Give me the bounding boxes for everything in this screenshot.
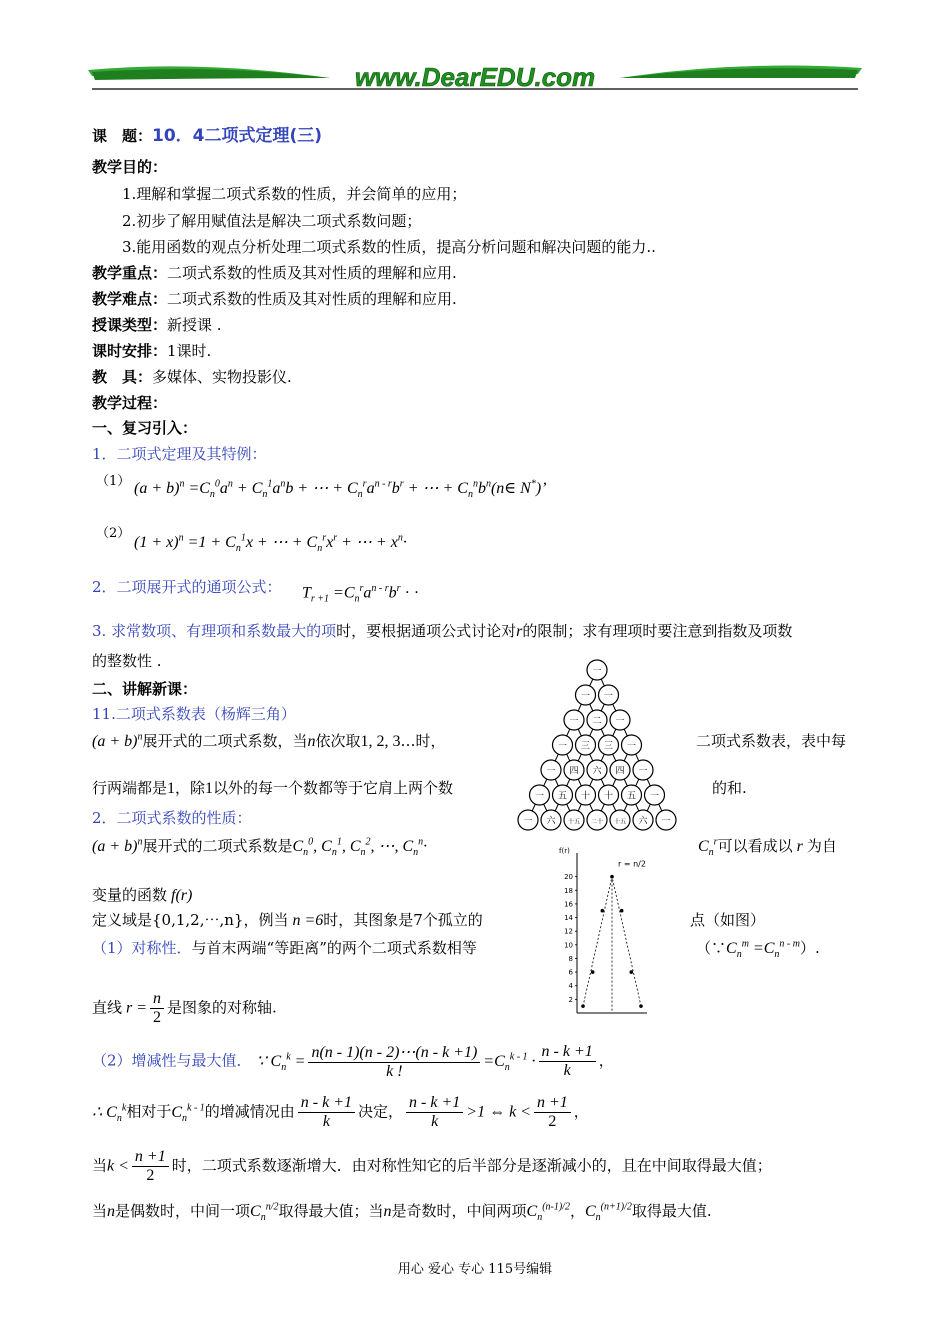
domain-line: 定义域是{0,1,2,⋯,n}，例当 n =6时，其图象是7个孤立的 [92,911,483,929]
meta-tools: 教 具：多媒体、实物投影仪. [92,368,292,386]
pascal-node-label: 十 [580,791,591,802]
pascal-node-label: 十五 [613,818,627,826]
y-tick-label: 14 [564,914,573,923]
pascal-node-label: 一 [592,666,602,677]
properties-heading: 2．二项式系数的性质： [92,809,252,827]
pascal-node-label: 一 [615,716,625,727]
data-point [620,909,624,913]
coefficients-line-right: $C_n^r$可以看成以 r 为自 [698,836,837,859]
pascal-node-label: 五 [626,791,637,802]
y-tick-label: 16 [564,900,573,909]
data-point [639,1004,643,1008]
goal-item-1: 1.理解和掌握二项式系数的性质，并会简单的应用； [122,185,467,203]
right-swoosh-shade [620,68,858,78]
pascal-node-label: 三 [580,741,591,752]
general-term-formula: $T_{r +1} =C_n^ra^{n - r}b^r$ · · [302,583,420,605]
pascal-node-label: 一 [649,791,660,802]
pascal-node-label: 一 [661,816,671,827]
pascal-triangle-diagram [505,657,690,842]
pascal-node-label: 四 [569,766,579,777]
goal-item-3: 3.能用函数的观点分析处理二项式系数的性质，提高分析问题和解决问题的能力.. [122,238,656,256]
formula1-label: （1） [96,474,131,489]
data-point [610,875,614,879]
pascal-paragraph-line2-right: 的和. [712,779,747,797]
y-axis-label: f(r) [559,847,570,855]
monotonicity-condition-line: ∴ $C_n^k$相对于$C_n^{k - 1}$的增减情况由 $\frac{n - k +1}{k}$ 决定， $\frac{n - k +1}{k}$ >1 ⇔ k < $\frac{n +1}{2}$ ， [92,1094,589,1130]
y-tick-label: 18 [564,886,573,895]
pascal-node-label: 二十 [590,818,604,826]
meta-type: 授课类型：新授课 . [92,316,222,334]
pascal-table-heading: 11.二项式系数表（杨辉三角） [92,705,296,723]
header-banner [0,58,950,98]
symmetry-annotation: r = n/2 [618,859,646,869]
data-point [630,970,634,974]
data-point [601,909,605,913]
binomial-coefficient-chart [555,843,660,1028]
right-guide [612,877,641,1007]
special-case-formula: $(1 + x)^n =1 + C_n^1x$ + ⋯ + $C_n^rx^r$ + ⋯ + $x^n\cdot$ [134,532,407,555]
pascal-node-label: 一 [638,766,648,777]
function-line: 变量的函数 f(r) [92,886,193,904]
y-tick-label: 2 [568,995,573,1004]
site-logo-text: www.DearEDU.com [354,62,596,92]
pascal-node-label: 三 [603,741,614,752]
pascal-node-label: 一 [580,691,591,702]
data-point [591,970,595,974]
pascal-node-label: 一 [534,791,545,802]
y-tick-label: 8 [568,954,573,963]
pascal-node-label: 六 [546,816,556,827]
y-tick-label: 10 [564,941,573,950]
pascal-node-label: 一 [603,691,614,702]
pascal-paragraph-line2: 行两端都是1，除1以外的每一个数都等于它肩上两个数 [92,779,454,797]
meta-hours: 课时安排：1课时. [92,342,212,360]
coefficients-line: $(a + b)^n$展开式的二项式系数是$C_n^0$, $C_n^1$, $C_n^2$, ⋯, $C_n^n\cdot$ [92,836,428,859]
y-tick-label: 4 [568,982,573,991]
meta-difficulty: 教学难点：二项式系数的性质及其对性质的理解和应用. [92,290,457,308]
increase-line: 当k < $\frac{n +1}{2}$ 时，二项式系数逐渐增大．由对称性知它的后半部分是逐渐减小的，且在中间取得最大值； [92,1148,772,1184]
pascal-node-label: 一 [557,741,568,752]
binomial-theorem-heading: 1．二项式定理及其特例： [92,445,267,463]
pascal-node-label: 一 [546,766,556,777]
y-tick-label: 6 [568,968,573,977]
symmetry-line: （1）对称性．与首末两端“等距离”的两个二项式系数相等 [92,939,477,957]
pascal-node-label: 一 [523,816,533,827]
lesson-title: 10．4二项式定理(三) [152,126,323,146]
pascal-node-label: 六 [592,766,602,777]
pascal-node-label: 二 [592,716,602,727]
general-term-heading: 2．二项展开式的通项公式： [92,578,282,596]
symmetry-reason: $(\because C_n^m =C_n^{n - m})$. [696,938,820,961]
y-tick-label: 20 [564,873,573,882]
meta-key-point: 教学重点：二项式系数的性质及其对性质的理解和应用. [92,264,457,282]
left-guide [583,877,612,1007]
pascal-paragraph-line1-right: 二项式系数表，表中每 [696,732,847,750]
lesson-title-line [92,121,322,146]
section2-title: 二、讲解新课： [92,680,198,698]
maximum-line: 当n是偶数时，中间一项$C_n^{n/2}$取得最大值；当n是奇数时，中间两项$C_n^{(n-1)/2}$，$C_n^{(n+1)/2}$取得最大值. [92,1201,712,1224]
item3-line2: 的整数性 . [92,652,162,670]
axis-line: 直线 r = $\frac{n}{2}$ 是图象的对称轴. [92,990,277,1026]
binomial-expansion-formula: $(a + b)^n =C_n^0a^n + C_n^1a^nb$ + ⋯ + $C_n^ra^{n - r}b^r$ + ⋯ + $C_n^nb^n(n\in$ N*)’ [134,478,547,501]
process-label: 教学过程： [92,394,168,412]
monotonicity-line: （2）增减性与最大值． ∵ $C_n^k$ = $\frac{n(n - 1)(n - 2)\cdots(n - k +1)}{k !}$ $=C_n^{k - 1}$ · $\frac{n - k +1}{k}$ ， [92,1043,614,1080]
lesson-title-label: 课 题： [92,127,153,145]
left-swoosh-shade [92,69,330,80]
goals-label: 教学目的： [92,158,168,176]
pascal-node-label: 一 [626,741,637,752]
pascal-node-label: 四 [615,766,625,777]
y-tick-label: 12 [564,927,573,936]
formula2-label: （2） [96,526,131,541]
pascal-node-label: 十 [603,791,614,802]
page-footer: 用心 爱心 专心 115号编辑 [397,1262,553,1277]
domain-line-right: 点（如图） [690,911,766,929]
pascal-node-label: 十五 [567,818,581,826]
pascal-node-label: 五 [557,791,568,802]
item3-line1: 3. 求常数项、有理项和系数最大的项时，要根据通项公式讨论对r的限制；求有理项时要注意到指数及项数 [92,622,793,640]
pascal-node-label: 一 [569,716,579,727]
goal-item-2: 2.初步了解用赋值法是解决二项式系数问题； [122,212,422,230]
data-point [581,1004,585,1008]
pascal-paragraph-line1: $(a + b)^n$展开式的二项式系数，当n依次取1, 2, 3…时， [92,731,446,750]
pascal-node-label: 六 [638,816,648,827]
section1-title: 一、复习引入： [92,419,198,437]
